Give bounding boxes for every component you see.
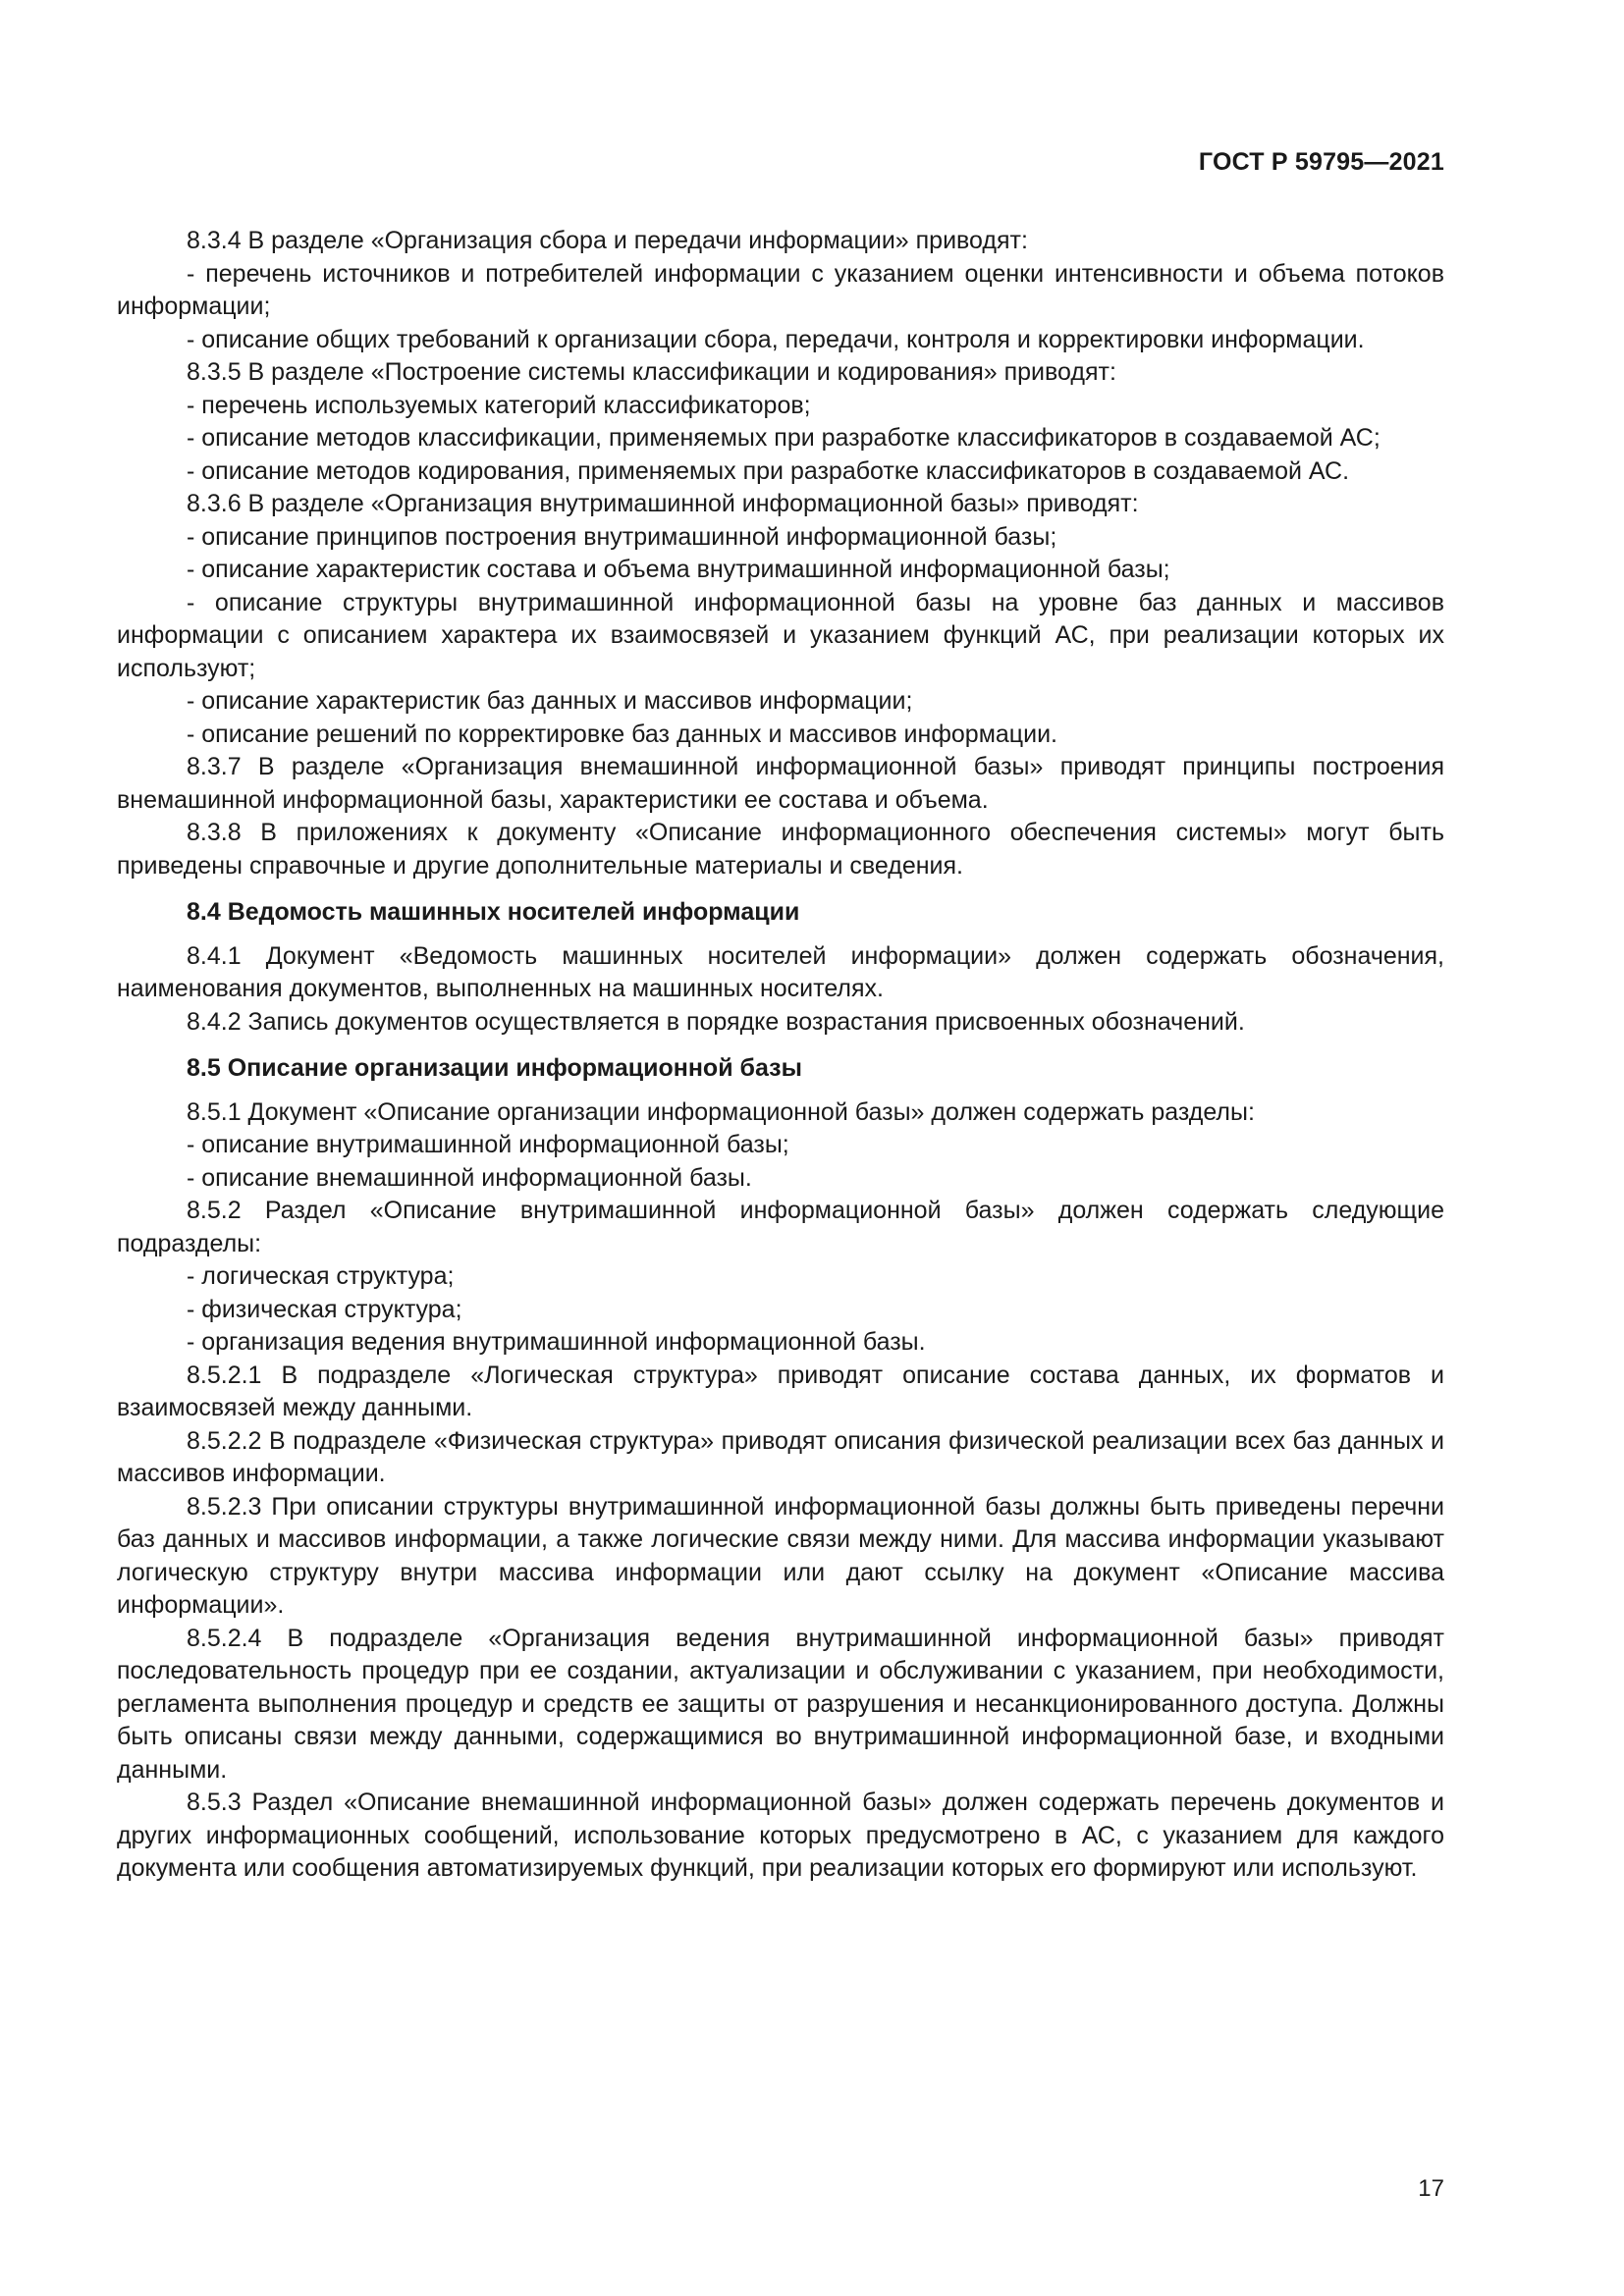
list-item: - описание решений по корректировке баз данных и массивов информации. xyxy=(187,720,1057,748)
paragraph-8-3-6: 8.3.6 В разделе «Организация внутримашинной информационной базы» приводят: xyxy=(187,490,1139,517)
list-item: - описание внутримашинной информационной базы; xyxy=(187,1131,789,1158)
paragraph-8-3-8: 8.3.8 В приложениях к документу «Описание информационного обеспечения системы» могут быть приведены справочные и другие дополнительные материалы и сведения. xyxy=(117,819,1444,880)
list-item: - описание внемашинной информационной базы. xyxy=(187,1163,752,1192)
paragraph-8-4-1: 8.4.1 Документ «Ведомость машинных носителей информации» должен содержать обозначения, наименования документов, выполненных на машинных носителях. xyxy=(117,941,1444,1002)
paragraph-8-4-2: 8.4.2 Запись документов осуществляется в порядке возрастания присвоенных обозначений. xyxy=(187,1007,1245,1036)
section-heading-8-4: 8.4 Ведомость машинных носителей информации xyxy=(187,898,800,926)
list-item: - перечень используемых категорий классификаторов; xyxy=(187,391,811,419)
paragraph-8-3-4: 8.3.4 В разделе «Организация сбора и передачи информации» приводят: xyxy=(187,227,1028,254)
list-item: - описание структуры внутримашинной информационной базы на уровне баз данных и массивов информации с описанием характера их взаимосвязей и указанием функций АС, при реализации которых их используют; xyxy=(117,588,1444,682)
list-item: - описание методов кодирования, применяемых при разработке классификаторов в создаваемой АС. xyxy=(187,456,1350,485)
list-item: - физическая структура; xyxy=(187,1295,462,1323)
paragraph-8-5-3: 8.5.3 Раздел «Описание внемашинной информационной базы» должен содержать перечень документов и других информационных сообщений, использование которых предусмотрено в АС, с указанием для каждого документа или сообщения автоматизируемых функций, при реализации которых его формируют или используют. xyxy=(117,1789,1444,1882)
page-number: 17 xyxy=(1418,2175,1444,2202)
list-item: - описание принципов построения внутримашинной информационной базы; xyxy=(187,522,1057,551)
list-item: - перечень источников и потребителей информации с указанием оценки интенсивности и объема потоков информации; xyxy=(117,259,1444,320)
paragraph-8-5-2-1: 8.5.2.1 В подразделе «Логическая структура» приводят описание состава данных, их форматов и взаимосвязей между данными. xyxy=(117,1361,1444,1421)
list-item: - логическая структура; xyxy=(187,1262,455,1290)
paragraph-8-5-2-2: 8.5.2.2 В подразделе «Физическая структура» приводят описания физической реализации всех баз данных и массивов информации. xyxy=(117,1426,1444,1487)
document-body xyxy=(117,225,1444,1886)
list-item: - организация ведения внутримашинной информационной базы. xyxy=(187,1328,926,1356)
paragraph-8-5-1: 8.5.1 Документ «Описание организации информационной базы» должен содержать разделы: xyxy=(187,1097,1255,1126)
paragraph-8-5-2-3: 8.5.2.3 При описании структуры внутримашинной информационной базы должны быть приведены перечни баз данных и массивов информации, а также логические связи между ними. Для массива информации указывают логическую структуру внутри массива информации или дают ссылку на документ «Описание массива информации». xyxy=(117,1492,1444,1619)
list-item: - описание общих требований к организации сбора, передачи, контроля и корректировки информации. xyxy=(187,325,1365,353)
paragraph-8-5-2: 8.5.2 Раздел «Описание внутримашинной информационной базы» должен содержать следующие подразделы: xyxy=(117,1197,1444,1257)
list-item: - описание методов классификации, применяемых при разработке классификаторов в создаваемой АС; xyxy=(187,424,1380,452)
paragraph-8-3-5: 8.3.5 В разделе «Построение системы классификации и кодирования» приводят: xyxy=(187,358,1116,386)
document-code: ГОСТ Р 59795—2021 xyxy=(1198,148,1444,176)
list-item: - описание характеристик баз данных и массивов информации; xyxy=(187,687,913,715)
list-item: - описание характеристик состава и объема внутримашинной информационной базы; xyxy=(187,556,1170,583)
section-heading-8-5: 8.5 Описание организации информационной базы xyxy=(187,1054,802,1082)
paragraph-8-3-7: 8.3.7 В разделе «Организация внемашинной информационной базы» приводят принципы построения внемашинной информационной базы, характеристики ее состава и объема. xyxy=(117,753,1444,814)
paragraph-8-5-2-4: 8.5.2.4 В подразделе «Организация ведения внутримашинной информационной базы» приводят последовательность процедур при ее создании, актуализации и обслуживании с указанием, при необходимости, регламента выполнения процедур и средств ее защиты от разрушения и несанкционированного доступа. Должны быть описаны связи между данными, содержащимися во внутримашинной информационной базе, и входными данными. xyxy=(117,1624,1444,1784)
